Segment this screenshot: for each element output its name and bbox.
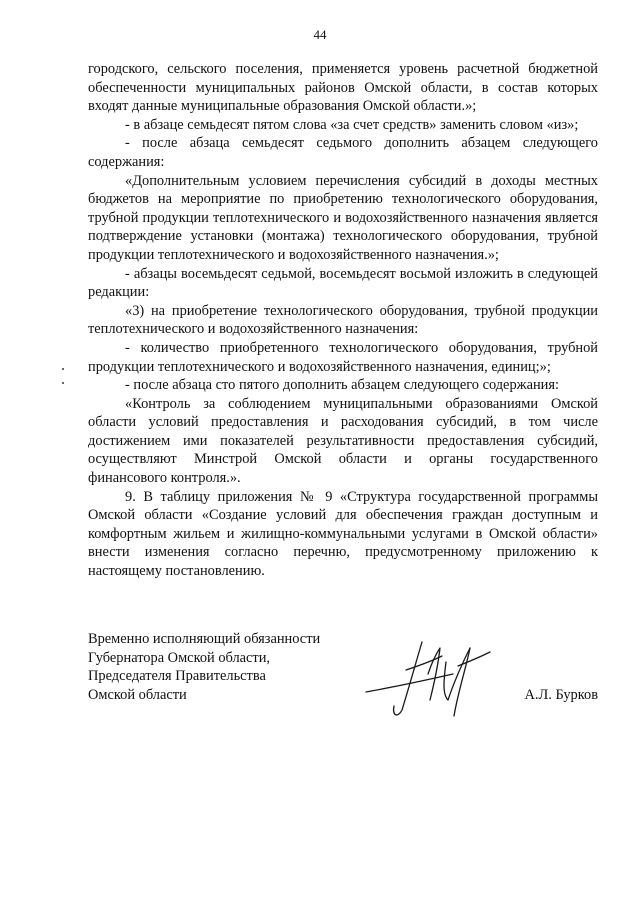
margin-mark bbox=[62, 382, 64, 384]
paragraph: «Дополнительным условием перечисления субсидий в доходы местных бюджетов на мероприятие по приобретению технологического оборудования, трубной продукции теплотехнического и водохозяйственного назначения является подтверждение установки (монтажа) технологического оборудования, трубной продукции теплотехнического и водохозяйственного назначения.»; bbox=[88, 172, 598, 263]
paragraph: «3) на приобретение технологического оборудования, трубной продукции теплотехнического и водохозяйственного назначения: bbox=[88, 302, 598, 338]
signer-name: А.Л. Бурков bbox=[524, 687, 598, 703]
paragraph: - после абзаца семьдесят седьмого дополнить абзацем следующего содержания: bbox=[88, 135, 598, 170]
signer-position-line: Временно исполняющий обязанности bbox=[88, 631, 321, 647]
paragraph: - в абзаце семьдесят пятом слова «за счет средств» заменить словом «из»; bbox=[125, 116, 579, 133]
signer-position-line: Председателя Правительства bbox=[88, 668, 266, 685]
signer-position bbox=[88, 630, 598, 704]
handwritten-signature bbox=[358, 622, 498, 722]
paragraph: - количество приобретенного технологического оборудования, трубной продукции теплотехнического и водохозяйственного назначения, единиц;»; bbox=[88, 339, 598, 375]
signer-position-line: Губернатора Омской области, bbox=[88, 649, 271, 666]
signature-block bbox=[88, 630, 598, 720]
document-body bbox=[88, 60, 598, 581]
margin-mark bbox=[62, 368, 64, 370]
paragraph: городского, сельского поселения, применяется уровень расчетной бюджетной обеспеченности муниципальных районов Омской области, в состав которых входят данные муниципальные образования Омской области.»; bbox=[88, 61, 598, 115]
page-number: 44 bbox=[313, 27, 327, 42]
paragraph: «Контроль за соблюдением муниципальными образованиями Омской области условий предоставления и расходования субсидий, в том числе достижением ими показателей результативности предоставления субсидий, осуществляют Минстрой Омской области и органы государственного финансового контроля.». bbox=[88, 395, 598, 487]
signer-position-line: Омской области bbox=[88, 686, 187, 703]
paragraph: 9. В таблицу приложения № 9 «Структура государственной программы Омской области «Создание условий для обеспечения граждан доступным и комфортным жильем и жилищно-коммунальными услугами в Омской области» внести изменения согласно перечню, предусмотренному приложению к настоящему постановлению. bbox=[88, 488, 598, 580]
paragraph: - абзацы восемьдесят седьмой, восемьдесят восьмой изложить в следующей редакции: bbox=[88, 265, 598, 301]
paragraph: - после абзаца сто пятого дополнить абзацем следующего содержания: bbox=[125, 377, 559, 394]
